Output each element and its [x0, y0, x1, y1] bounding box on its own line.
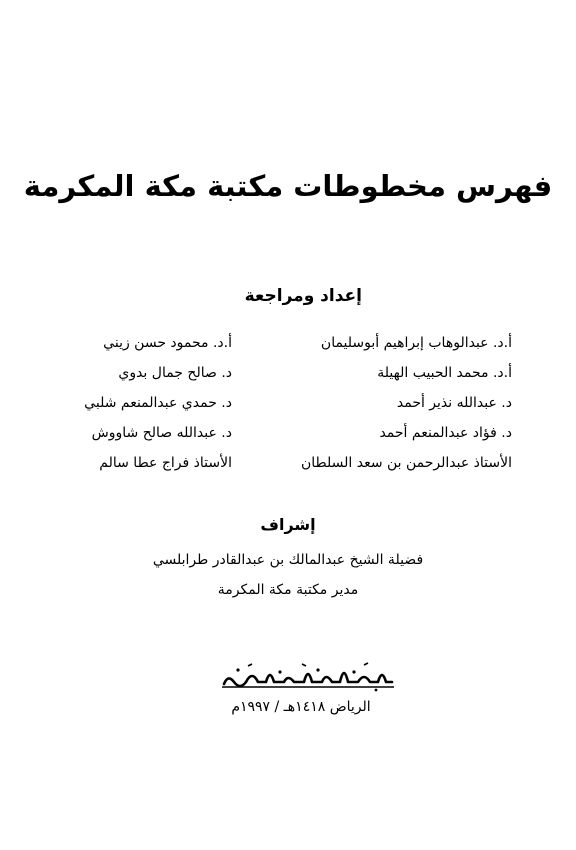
contributor-name: د. حمدي عبدالمنعم شلبي: [84, 395, 232, 411]
contributor-name: د. صالح جمال بدوي: [118, 365, 232, 381]
contributor-name: د. فؤاد عبدالمنعم أحمد: [379, 425, 512, 441]
contributor-name: الأستاذ فراج عطا سالم: [99, 455, 232, 471]
prepared-by-heading: إعداد ومراجعة: [244, 286, 362, 306]
imprint-place-date: الرياض ١٤١٨هـ / ١٩٩٧م: [231, 699, 371, 715]
contributors-column-left: [62, 328, 232, 478]
contributors-column-right: [282, 328, 512, 478]
contributor-name: الأستاذ عبدالرحمن بن سعد السلطان: [300, 455, 512, 471]
supervision-heading: إشراف: [260, 515, 316, 534]
contributor-name: أ.د. محمد الحبيب الهيلة: [377, 365, 512, 381]
publisher-calligraphy-icon: [218, 660, 398, 694]
contributor-name: أ.د. عبدالوهاب إبراهيم أبوسليمان: [320, 335, 512, 351]
contributors-list: [62, 328, 512, 478]
publisher-logo: [218, 660, 398, 694]
contributor-name: د. عبدالله صالح شاووش: [91, 425, 232, 441]
supervisor-name: فضيلة الشيخ عبدالمالك بن عبدالقادر طرابلسي: [152, 552, 424, 568]
supervisor-role: مدير مكتبة مكة المكرمة: [217, 582, 359, 598]
contributor-name: د. عبدالله نذير أحمد: [396, 395, 512, 411]
contributor-name: أ.د. محمود حسن زيني: [103, 335, 232, 351]
document-title: فهرس مخطوطات مكتبة مكة المكرمة: [23, 169, 553, 203]
